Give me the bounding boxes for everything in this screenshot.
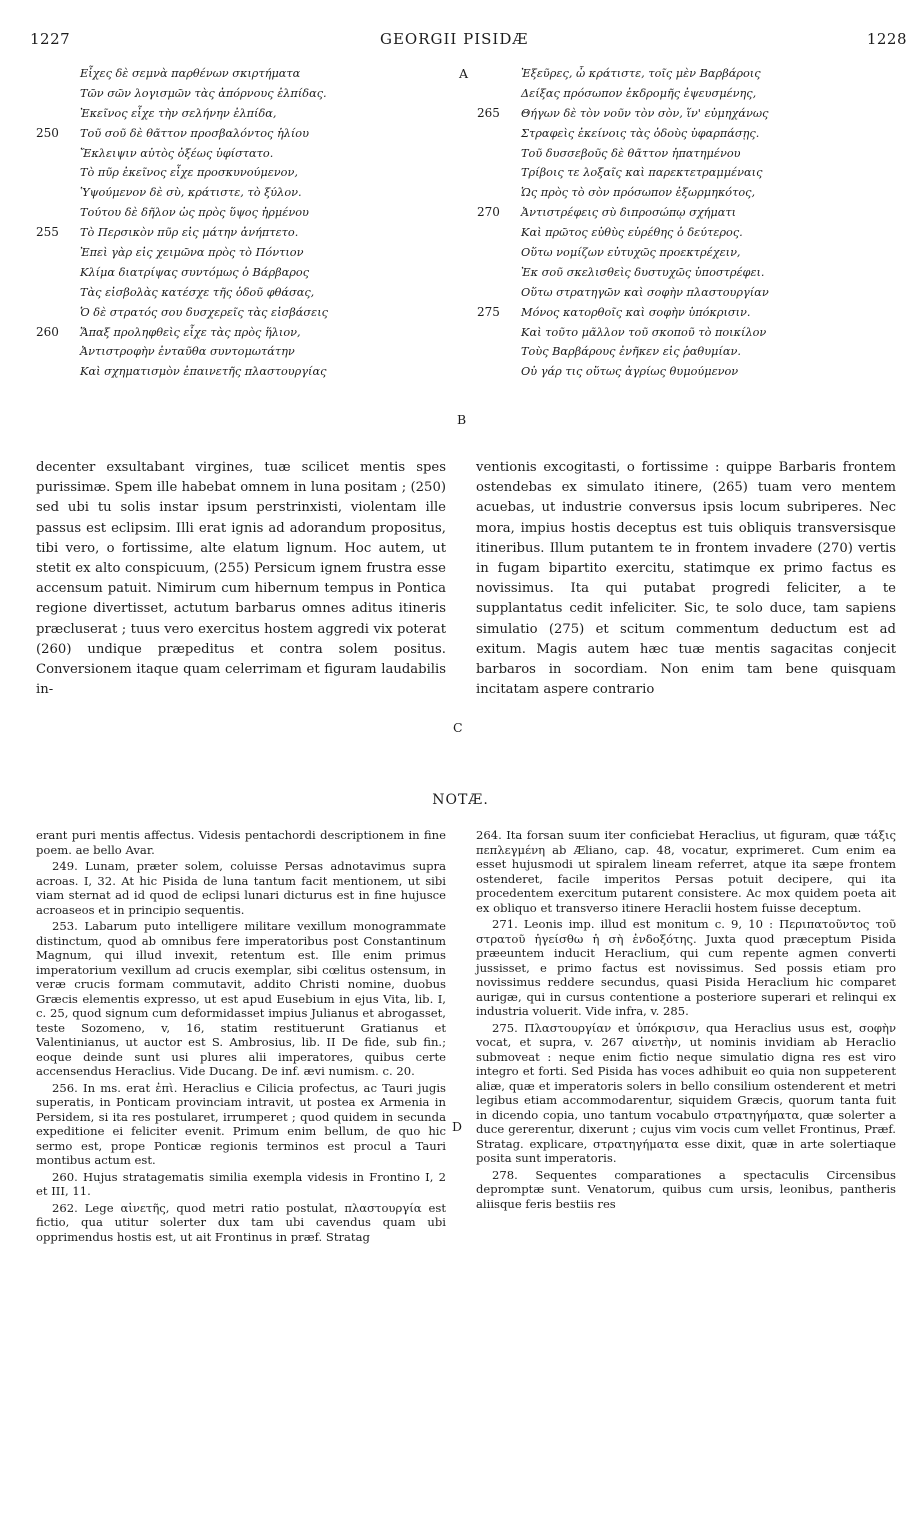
- verse-text: Ἅπαξ προληφθεὶς εἶχε τὰς πρὸς ἥλιον,: [80, 325, 301, 339]
- verse-text: Θήγων δὲ τὸν νοῦν τὸν σὸν, ἵν' εὐμηχάνως: [521, 106, 769, 120]
- verse-text: Τὰς εἰσβολὰς κατέσχε τῆς ὁδοῦ φθάσας,: [80, 285, 315, 299]
- note-paragraph: 260. Hujus stratagematis similia exempla videsis in Frontino I, 2 et III, 11.: [36, 1169, 446, 1198]
- verse-number: 250: [36, 125, 59, 140]
- margin-mark-b: B: [457, 412, 467, 427]
- verse-text: Καὶ τοῦτο μᾶλλον τοῦ σκοποῦ τὸ ποικίλον: [521, 325, 767, 339]
- verse-text: Εἶχες δὲ σεμνὰ παρθένων σκιρτήματα: [80, 67, 301, 80]
- verse-line: [477, 303, 769, 323]
- verse-line: [477, 124, 769, 144]
- verse-line: [36, 203, 328, 223]
- margin-mark-a: A: [459, 66, 469, 81]
- verse-text: Τὸ πῦρ ἐκεῖνος εἶχε προσκυνούμενον,: [80, 166, 298, 180]
- verse-text: Ἐξεῦρες, ὦ κράτιστε, τοῖς μὲν Βαρβάροις: [521, 67, 761, 80]
- note-paragraph: 264. Ita forsan suum iter conficiebat Heraclius, ut figuram, quæ τάξις πεπλεγμένη ab Æliano, cap. 48, vocatur, exprimeret. Cum enim ea esset hujusmodi ut spiralem lineam referret, atque ita sæpe frontem ostenderet, facile imperitos Persas potuit decipere, qui ita procedentem exercitum putarent consistere. Ac mox quidem poeta ait ex obliquo et transverso itinere Heraclii hostem fuisse deceptum.: [476, 828, 896, 915]
- verse-line: [477, 64, 769, 84]
- verse-number: 260: [36, 324, 59, 339]
- verse-text: Ἐπεὶ γὰρ εἰς χειμῶνα πρὸς τὸ Πόντιον: [80, 246, 304, 260]
- verse-text: Ὑψούμενον δὲ σὺ, κράτιστε, τὸ ξύλον.: [80, 186, 302, 200]
- latin-translation-left: [36, 458, 446, 700]
- verse-line: [36, 283, 328, 303]
- verse-text: Οὕτω νομίζων εὐτυχῶς προεκτρέχειν,: [521, 246, 741, 260]
- verse-text: Καὶ σχηματισμὸν ἐπαινετῆς πλαστουργίας: [80, 365, 327, 379]
- verse-line: [36, 362, 328, 382]
- verse-line: [477, 263, 769, 283]
- verse-line: [477, 203, 769, 223]
- greek-verses-left: [36, 64, 328, 382]
- verse-number: 275: [477, 304, 500, 319]
- verse-line: [36, 243, 328, 263]
- verse-number: 255: [36, 225, 59, 240]
- margin-mark-c: C: [453, 720, 463, 735]
- note-paragraph: erant puri mentis affectus. Videsis pentachordi descriptionem in fine poem. ae bello Avar.: [36, 828, 446, 857]
- verse-text: Τοῦ δυσσεβοῦς δὲ θᾶττον ἠπατημένου: [521, 146, 741, 160]
- verse-text: Μόνος κατορθοῖς καὶ σοφὴν ὑπόκρισιν.: [521, 305, 751, 319]
- verse-line: [36, 223, 328, 243]
- verse-line: [36, 64, 328, 84]
- notes-right-column: [476, 828, 896, 1213]
- verse-line: [477, 362, 769, 382]
- margin-mark-d: D: [452, 1119, 463, 1134]
- notes-left-column: [36, 828, 446, 1246]
- verse-line: [36, 144, 328, 164]
- note-paragraph: 275. Πλαστουργίαν et ὑπόκρισιν, qua Heraclius usus est, σοφὴν vocat, et supra, v. 267 αἰνετὴν, ut nominis invidiam ab Heraclio submoveat : neque enim fictio neque simulatio digna res est viro integro et forti. Sed Pisida has voces adhibuit eo quia non suppeterent aliæ, quæ et imperatoris solers in bello consilium ostenderent et metri legibus etiam accommodarentur, siquidem Græcis, quorum tanta fuit in dicendo copia, uno tantum vocabulo στρατηγήματα, quæ solerter a duce gererentur, dixerunt ; cujus vim vocis cum vellet Frontinus, Præf. Stratag. explicare, στρατηγήματα esse dixit, quæ in arte solertiaque posita sunt imperatoris.: [476, 1020, 896, 1165]
- verse-text: Τρίβοις τε λοξαῖς καὶ παρεκτετραμμέναις: [521, 166, 763, 180]
- verse-line: [36, 104, 328, 124]
- verse-text: Ἐκεῖνος εἶχε τὴν σελήνην ἐλπίδα,: [80, 106, 277, 120]
- verse-line: [36, 323, 328, 343]
- verse-text: Ὁ δὲ στρατός σου δυσχερεῖς τὰς εἰσβάσεις: [80, 305, 328, 319]
- verse-text: Κλίμα διατρίψας συντόμως ὁ Βάρβαρος: [80, 265, 310, 279]
- verse-line: [477, 243, 769, 263]
- verse-line: [36, 303, 328, 323]
- verse-text: Δείξας πρόσωπον ἐκδρομῆς ἐψευσμένης,: [521, 86, 757, 100]
- verse-line: [36, 124, 328, 144]
- verse-line: [36, 163, 328, 183]
- verse-line: [477, 342, 769, 362]
- verse-text: Οὐ γάρ τις οὕτως ἀγρίως θυμούμενον: [521, 365, 739, 379]
- verse-line: [477, 144, 769, 164]
- verse-text: Ἔκλειψιν αὐτὸς ὀξέως ὑφίστατο.: [80, 146, 274, 160]
- verse-line: [477, 323, 769, 343]
- verse-line: [36, 263, 328, 283]
- verse-text: Τοῦ σοῦ δὲ θᾶττον προσβαλόντος ἡλίου: [80, 126, 309, 140]
- verse-text: Ὡς πρὸς τὸ σὸν πρόσωπον ἐξωρμηκότος,: [521, 186, 756, 200]
- latin-paragraph: ventionis excogitasti, o fortissime : quippe Barbaris frontem ostendebas ex simulato itinere, (265) tuam vero mentem acuebas, ut industrie conversus ipsis locum subriperes. Nec mora, impius hostis deceptus est tuis obliquis transversisque itineribus. Illum putantem te in frontem invadere (270) vertis in fugam bipartito exercitu, statimque ex primo factus es novissimus. Ita qui putabat progredi feliciter, a te supplantatus cedit infeliciter. Sic, te solo duce, tam sapiens simulatio (275) et scitum commentum deductum est ad exitum. Magis autem hæc tuæ mentis sagacitas conjecit barbaros in socordiam. Non enim tam bene quisquam incitatam aspere contrario: [476, 460, 896, 698]
- verse-text: Στραφεὶς ἐκείνοις τὰς ὁδοὺς ὑφαρπάσῃς.: [521, 126, 760, 140]
- verse-line: [477, 223, 769, 243]
- note-paragraph: 271. Leonis imp. illud est monitum c. 9, 10 : Περιπατοῦντος τοῦ στρατοῦ ἡγείσθω ἡ σὴ ἐνδοξότης. Juxta quod præceptum Pisida præeuntem inducit Heraclium, qui cum repente agmen converti jussisset, e primo factus est novissimus. Sed possis etiam pro novissimus reddere secundus, quasi Pisida Heraclium hic comparet aurigæ, qui in cursus contentione a posteriore superari et relinqui ex industria voluerit. Vide infra, v. 285.: [476, 917, 896, 1018]
- verse-text: Οὕτω στρατηγῶν καὶ σοφὴν πλαστουργίαν: [521, 285, 769, 299]
- verse-text: Ἐκ σοῦ σκελισθεὶς δυστυχῶς ὑποστρέφει.: [521, 265, 765, 279]
- verse-text: Τούτου δὲ δῆλον ὡς πρὸς ὕψος ἠρμένου: [80, 206, 309, 220]
- note-paragraph: 249. Lunam, præter solem, coluisse Persas adnotavimus supra acroas. I, 32. At hic Pisida de luna tantum facit mentionem, ut sibi viam sternat ad id quod de eclipsi lunari dicturus est in fine hujusce acroaseos et in principio sequentis.: [36, 859, 446, 917]
- note-paragraph: 262. Lege αἰνετῆς, quod metri ratio postulat, πλαστουργία est fictio, qua utitur solerter dux tam ubi cavendus quam ubi opprimendus hostis est, ut ait Frontinus in præf. Stratag: [36, 1200, 446, 1244]
- note-paragraph: 253. Labarum puto intelligere militare vexillum monogrammate distinctum, quod ab omnibus fere imperatoribus post Constantinum Magnum, qui illud invexit, retentum est. Ille enim primus imperatorium vexillum ad crucis exemplar, sibi cœlitus ostensum, in veræ crucis formam commutavit, addito Christi nomine, duobus Græcis elementis expresso, ut est apud Eusebium in ejus Vita, lib. I, c. 25, quod signum cum deformidasset impius Julianus et abrogasset, teste Sozomeno, v, 16, statim restituerunt Gratianus et Valentinianus, ut auctor est S. Ambrosius, lib. II De fide, sub fin.; eoque deinde sunt usi plures alii imperatores, quibus certe accensendus Heraclius. Vide Ducang. De inf. ævi numism. c. 20.: [36, 919, 446, 1078]
- note-paragraph: 278. Sequentes comparationes a spectaculis Circensibus depromptæ sunt. Venatorum, quibus cum ursis, leonibus, pantheris aliisque feris bestiis res: [476, 1167, 896, 1211]
- right-column-number: 1228: [866, 30, 907, 48]
- verse-line: [477, 283, 769, 303]
- left-column-number: 1227: [30, 30, 71, 48]
- verse-number: 270: [477, 205, 500, 220]
- greek-verses-right: [477, 64, 769, 382]
- verse-text: Τῶν σῶν λογισμῶν τὰς ἀπόρνους ἐλπίδας.: [80, 86, 327, 100]
- verse-number: 265: [477, 105, 500, 120]
- verse-text: Ἀντιστροφὴν ἐνταῦθα συντομωτάτην: [80, 345, 295, 359]
- verse-text: Ἀντιστρέφεις σὺ διπροσώπῳ σχήματι: [521, 206, 737, 220]
- latin-translation-right: [476, 458, 896, 700]
- verse-line: [477, 183, 769, 203]
- notes-heading: NOTÆ.: [432, 792, 489, 808]
- verse-text: Καὶ πρῶτος εὐθὺς εὑρέθης ὁ δεύτερος.: [521, 226, 743, 240]
- verse-line: [36, 183, 328, 203]
- latin-paragraph: decenter exsultabant virgines, tuæ scilicet mentis spes purissimæ. Spem ille habebat omnem in luna positam ; (250) sed ubi tu solis instar ipsum perstrinxisti, violentam ille passus est eclipsim. Illi erat ignis ad adorandum propositus, tibi vero, o fortissime, alte elatum lignum. Hoc autem, ut stetit ex alto conspicuum, (255) Persicum ignem frustra esse accensum patuit. Nimirum cum hibernum tempus in Pontica regione divertisset, actutum barbarus omnes aditus itineris præcluserat ; tuus vero exercitus hostem aggredi vix poterat (260) undique præpeditus et contra solem positus. Conversionem itaque quam celerrimam et figuram laudabilis in-: [36, 460, 446, 698]
- verse-line: [477, 84, 769, 104]
- verse-line: [477, 104, 769, 124]
- note-paragraph: 256. In ms. erat ἐπὶ. Heraclius e Cilicia profectus, ac Tauri jugis superatis, in Ponticam provinciam intravit, ut postea ex Armenia in Persidem, si ita res postularet, irrumperet ; quod quidem in secunda expeditione ei feliciter evenit. Primum enim bellum, de quo hic sermo est, prope Ponticæ regionis terminos est procul a Tauri montibus actum est.: [36, 1080, 446, 1167]
- verse-text: Τὸ Περσικὸν πῦρ εἰς μάτην ἀνήπτετο.: [80, 226, 299, 240]
- verse-text: Τοὺς Βαρβάρους ἐνῆκεν εἰς ῥαθυμίαν.: [521, 345, 741, 359]
- verse-line: [477, 163, 769, 183]
- verse-line: [36, 342, 328, 362]
- verse-line: [36, 84, 328, 104]
- running-title: GEORGII PISIDÆ: [380, 30, 529, 48]
